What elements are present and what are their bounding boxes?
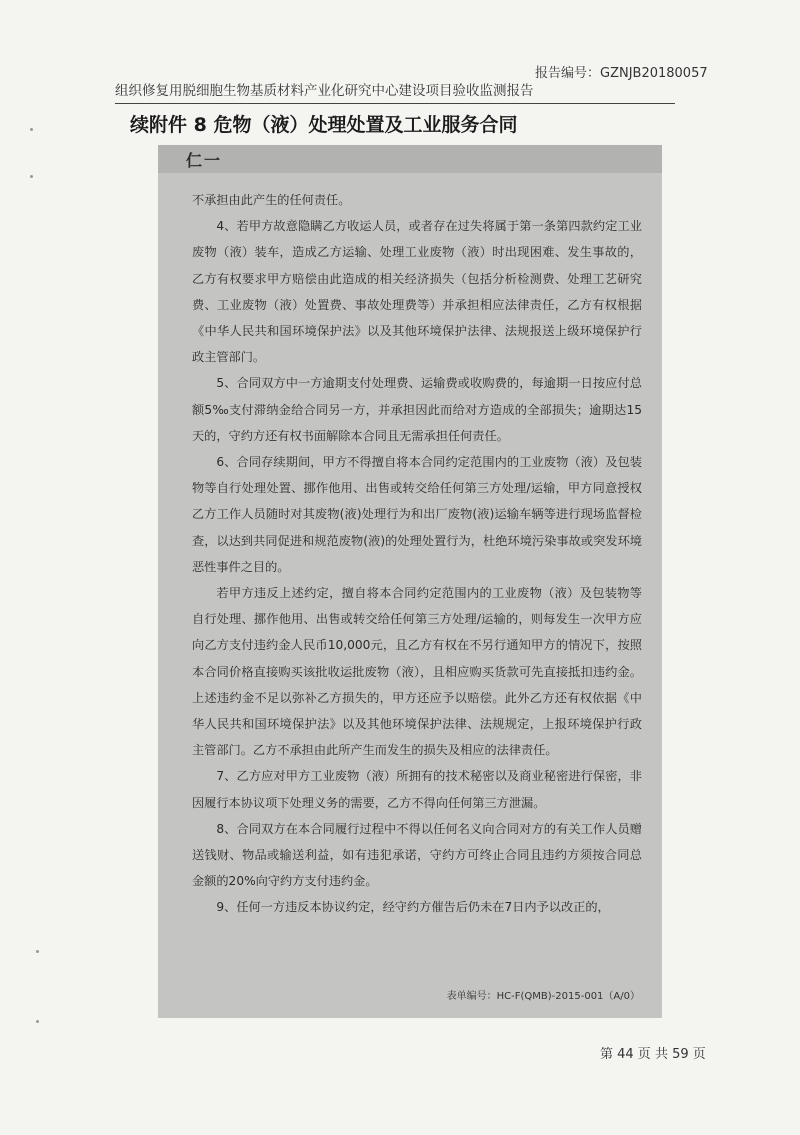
contract-paragraph: 不承担由此产生的任何责任。 xyxy=(192,193,351,207)
scan-speck xyxy=(30,175,33,178)
contract-paragraph: 5、合同双方中一方逾期支付处理费、运输费或收购费的，每逾期一日按应付总额5‰支付滞纳金给合同另一方，并承担因此而给对方造成的全部损失；逾期达15天的，守约方还有权书面解除本合同且无需承担任何责任。 xyxy=(192,376,642,443)
contract-paragraph: 6、合同存续期间，甲方不得擅自将本合同约定范围内的工业废物（液）及包装物等自行处理处置、挪作他用、出售或转交给任何第三方处理/运输，甲方同意授权乙方工作人员随时对其废物(液)处理行为和出厂废物(液)运输车辆等进行现场监督检查，以达到共同促进和规范废物(液)的处理处置行为，杜绝环境污染事故或突发环境恶性事件之目的。 xyxy=(192,455,642,574)
contract-text xyxy=(192,187,642,921)
scan-speck xyxy=(36,950,39,953)
scan-top-fragment: 仁一 xyxy=(186,151,223,170)
scan-top-band xyxy=(158,145,662,173)
form-number: 表单编号：HC-F(QMB)-2015-001（A/0） xyxy=(446,991,640,1002)
contract-paragraph: 9、任何一方违反本协议约定，经守约方催告后仍未在7日内予以改正的， xyxy=(216,900,610,915)
contract-paragraph: 4、若甲方故意隐瞒乙方收运人员，或者存在过失将属于第一条第四款约定工业废物（液）装车，造成乙方运输、处理工业废物（液）时出现困难、发生事故的，乙方有权要求甲方赔偿由此造成的相关经济损失（包括分析检测费、处理工艺研究费、工业废物（液）处置费、事故处理费等）并承担相应法律责任，乙方有权根据《中华人民共和国环境保护法》以及其他环境保护法律、法规报送上级环境保护行政主管部门。 xyxy=(192,219,642,365)
scan-speck xyxy=(36,1020,39,1023)
contract-paragraph: 若甲方违反上述约定，擅自将本合同约定范围内的工业废物（液）及包装物等自行处理、挪作他用、出售或转交给任何第三方处理/运输的，则每发生一次甲方应向乙方支付违约金人民币10,000元，且乙方有权在不另行通知甲方的情况下，按照本合同价格直接购买该批收运批废物（液），且相应购买货款可先直接抵扣违约金。上述违约金不足以弥补乙方损失的，甲方还应予以赔偿。此外乙方还有权依据《中华人民共和国环境保护法》以及其他环境保护法律、法规规定，上报环境保护行政主管部门。乙方不承担由此所产生而发生的损失及相应的法律责任。 xyxy=(192,586,642,758)
contract-paragraph: 7、乙方应对甲方工业废物（液）所拥有的技术秘密以及商业秘密进行保密，非因履行本协议项下处理义务的需要，乙方不得向任何第三方泄漏。 xyxy=(192,769,642,810)
scan-speck xyxy=(30,128,33,131)
page-number: 第 44 页 共 59 页 xyxy=(600,1047,706,1062)
contract-paragraph: 8、合同双方在本合同履行过程中不得以任何名义向合同对方的有关工作人员赠送钱财、物品或输送利益，如有违犯承诺，守约方可终止合同且违约方须按合同总金额的20%向守约方支付违约金。 xyxy=(192,821,642,889)
header-title: 组织修复用脱细胞生物基质材料产业化研究中心建设项目验收监测报告 xyxy=(115,79,675,104)
report-number: 报告编号：GZNJB20180057 xyxy=(535,66,708,81)
appendix-title: 续附件 8 危物（液）处理处置及工业服务合同 xyxy=(130,114,518,136)
scanned-contract-page xyxy=(158,145,662,1018)
